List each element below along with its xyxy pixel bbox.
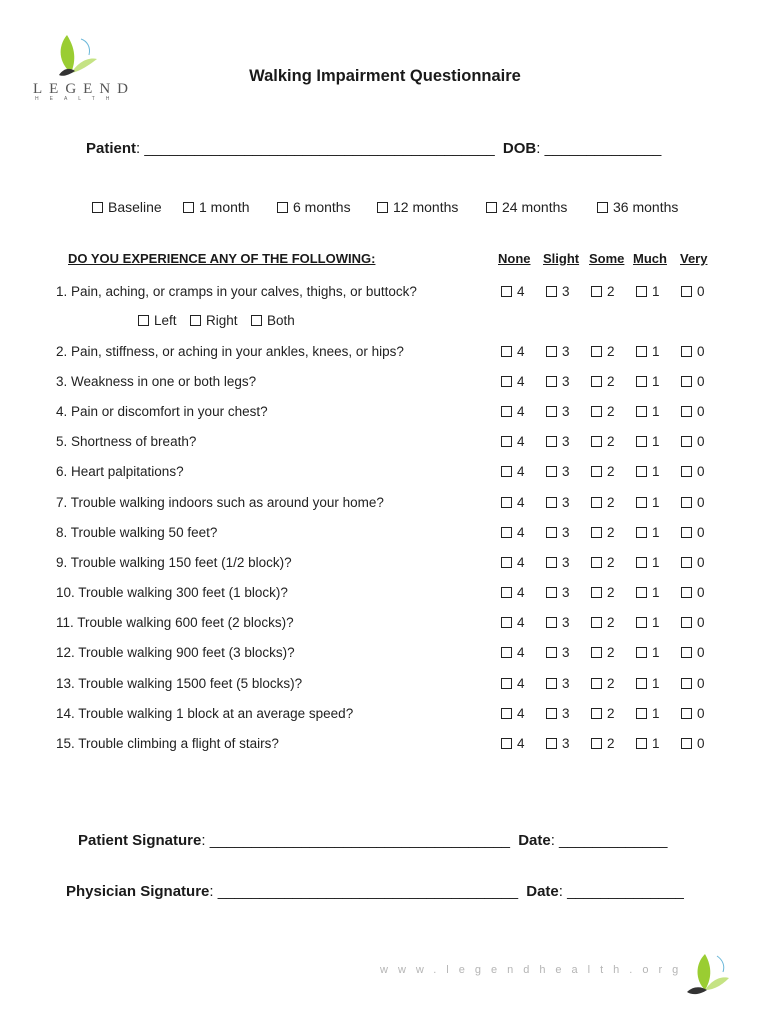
- rating-value: 4: [517, 374, 525, 389]
- question-text: 14. Trouble walking 1 block at an average speed?: [56, 706, 354, 721]
- checkbox[interactable]: [501, 436, 512, 447]
- checkbox[interactable]: [138, 315, 149, 326]
- rating-value: 4: [517, 434, 525, 449]
- rating-value: 2: [607, 284, 615, 299]
- checkbox[interactable]: [591, 497, 602, 508]
- rating-value: 2: [607, 464, 615, 479]
- checkbox[interactable]: [681, 738, 692, 749]
- physician-signature-row[interactable]: [66, 883, 684, 900]
- rating-option-some[interactable]: [591, 404, 615, 419]
- section-heading: DO YOU EXPERIENCE ANY OF THE FOLLOWING:: [68, 251, 376, 266]
- checkbox[interactable]: [251, 315, 262, 326]
- rating-value: 2: [607, 525, 615, 540]
- checkbox[interactable]: [591, 708, 602, 719]
- checkbox[interactable]: [636, 376, 647, 387]
- checkbox[interactable]: [183, 202, 194, 213]
- checkbox[interactable]: [681, 466, 692, 477]
- checkbox[interactable]: [546, 617, 557, 628]
- rating-value: 2: [607, 645, 615, 660]
- checkbox[interactable]: [591, 346, 602, 357]
- checkbox[interactable]: [501, 587, 512, 598]
- rating-option-much[interactable]: [636, 495, 660, 510]
- rating-value: 2: [607, 615, 615, 630]
- rating-option-slight[interactable]: [546, 676, 570, 691]
- rating-option-some[interactable]: [591, 585, 615, 600]
- rating-value: 4: [517, 736, 525, 751]
- rating-option-much[interactable]: [636, 525, 660, 540]
- rating-value: 1: [652, 434, 660, 449]
- rating-value: 3: [562, 585, 570, 600]
- rating-option-much[interactable]: [636, 706, 660, 721]
- followup-36-months[interactable]: 36 months: [597, 199, 678, 215]
- checkbox[interactable]: [681, 678, 692, 689]
- rating-value: 3: [562, 525, 570, 540]
- scale-header-very: Very: [680, 251, 708, 266]
- rating-option-very[interactable]: [681, 525, 705, 540]
- rating-value: 0: [697, 344, 705, 359]
- rating-option-some[interactable]: [591, 736, 615, 751]
- physician-date-blank[interactable]: : ______________: [558, 883, 684, 900]
- rating-option-much[interactable]: [636, 284, 660, 299]
- rating-value: 1: [652, 555, 660, 570]
- rating-option-very[interactable]: [681, 706, 705, 721]
- checkbox[interactable]: [486, 202, 497, 213]
- rating-value: 4: [517, 706, 525, 721]
- checkbox[interactable]: [636, 527, 647, 538]
- dob-label: DOB: [502, 140, 537, 157]
- checkbox[interactable]: [591, 738, 602, 749]
- rating-value: 0: [697, 615, 705, 630]
- rating-option-some[interactable]: [591, 706, 615, 721]
- rating-option-some[interactable]: [591, 374, 615, 389]
- rating-option-very[interactable]: [681, 555, 705, 570]
- rating-option-very[interactable]: [681, 464, 705, 479]
- rating-option-none[interactable]: [501, 464, 525, 479]
- rating-option-very[interactable]: [681, 495, 705, 510]
- checkbox[interactable]: [636, 678, 647, 689]
- rating-value: 3: [562, 706, 570, 721]
- page-title: Walking Impairment Questionnaire: [249, 67, 521, 85]
- rating-option-much[interactable]: [636, 404, 660, 419]
- patient-blank[interactable]: : __________________________________________: [136, 140, 495, 157]
- rating-option-much[interactable]: [636, 615, 660, 630]
- rating-value: 1: [652, 525, 660, 540]
- rating-value: 0: [697, 525, 705, 540]
- rating-option-none[interactable]: [501, 434, 525, 449]
- rating-value: 4: [517, 284, 525, 299]
- rating-option-some[interactable]: [591, 645, 615, 660]
- question-text: 1. Pain, aching, or cramps in your calves, thighs, or buttock?: [56, 284, 417, 299]
- checkbox[interactable]: [591, 406, 602, 417]
- checkbox[interactable]: [190, 315, 201, 326]
- rating-option-much[interactable]: [636, 645, 660, 660]
- rating-option-much[interactable]: [636, 676, 660, 691]
- rating-value: 1: [652, 464, 660, 479]
- checkbox[interactable]: [591, 527, 602, 538]
- side-option-right[interactable]: Right: [190, 313, 238, 328]
- rating-value: 0: [697, 706, 705, 721]
- patient-signature-row[interactable]: [78, 832, 668, 849]
- checkbox[interactable]: [681, 617, 692, 628]
- question-text: 10. Trouble walking 300 feet (1 block)?: [56, 585, 288, 600]
- checkbox[interactable]: [681, 647, 692, 658]
- rating-option-none[interactable]: [501, 284, 525, 299]
- rating-value: 2: [607, 585, 615, 600]
- rating-option-very[interactable]: [681, 344, 705, 359]
- rating-value: 2: [607, 706, 615, 721]
- checkbox[interactable]: [546, 738, 557, 749]
- checkbox[interactable]: [546, 286, 557, 297]
- rating-option-none[interactable]: [501, 585, 525, 600]
- rating-value: 0: [697, 464, 705, 479]
- rating-option-slight[interactable]: [546, 585, 570, 600]
- checkbox[interactable]: [636, 286, 647, 297]
- rating-option-some[interactable]: [591, 344, 615, 359]
- rating-option-slight[interactable]: [546, 284, 570, 299]
- followup-12-months[interactable]: 12 months: [377, 199, 458, 215]
- checkbox[interactable]: [636, 587, 647, 598]
- followup-baseline[interactable]: Baseline: [92, 199, 162, 215]
- rating-value: 4: [517, 676, 525, 691]
- rating-option-none[interactable]: [501, 706, 525, 721]
- rating-value: 0: [697, 585, 705, 600]
- rating-option-very[interactable]: [681, 284, 705, 299]
- checkbox[interactable]: [501, 527, 512, 538]
- followup-6-months[interactable]: 6 months: [277, 199, 351, 215]
- checkbox[interactable]: [501, 647, 512, 658]
- rating-option-none[interactable]: [501, 676, 525, 691]
- rating-value: 4: [517, 585, 525, 600]
- checkbox[interactable]: [501, 617, 512, 628]
- checkbox[interactable]: [501, 286, 512, 297]
- logo-subword: HEALTH: [35, 96, 121, 102]
- logo-wordmark: LEGEND: [33, 81, 135, 97]
- rating-option-none[interactable]: [501, 344, 525, 359]
- rating-value: 1: [652, 615, 660, 630]
- checkbox[interactable]: [681, 708, 692, 719]
- checkbox[interactable]: [597, 202, 608, 213]
- scale-header-none: None: [498, 251, 531, 266]
- rating-value: 0: [697, 284, 705, 299]
- rating-option-some[interactable]: [591, 495, 615, 510]
- rating-value: 3: [562, 676, 570, 691]
- checkbox[interactable]: [501, 557, 512, 568]
- rating-value: 4: [517, 645, 525, 660]
- rating-option-none[interactable]: [501, 525, 525, 540]
- rating-option-none[interactable]: [501, 615, 525, 630]
- rating-option-slight[interactable]: [546, 645, 570, 660]
- checkbox[interactable]: [501, 376, 512, 387]
- rating-option-much[interactable]: [636, 585, 660, 600]
- rating-value: 0: [697, 374, 705, 389]
- checkbox[interactable]: [681, 436, 692, 447]
- checkbox[interactable]: [546, 406, 557, 417]
- checkbox[interactable]: [636, 466, 647, 477]
- rating-option-very[interactable]: [681, 374, 705, 389]
- question-text: 6. Heart palpitations?: [56, 464, 184, 479]
- checkbox[interactable]: [636, 346, 647, 357]
- rating-value: 2: [607, 374, 615, 389]
- rating-value: 2: [607, 434, 615, 449]
- checkbox[interactable]: [501, 708, 512, 719]
- rating-option-some[interactable]: [591, 434, 615, 449]
- rating-option-slight[interactable]: [546, 344, 570, 359]
- checkbox[interactable]: [546, 376, 557, 387]
- rating-option-slight[interactable]: [546, 464, 570, 479]
- checkbox[interactable]: [591, 647, 602, 658]
- checkbox[interactable]: [546, 678, 557, 689]
- rating-option-slight[interactable]: [546, 706, 570, 721]
- checkbox[interactable]: [636, 647, 647, 658]
- rating-value: 3: [562, 736, 570, 751]
- question-text: 15. Trouble climbing a flight of stairs?: [56, 736, 279, 751]
- rating-value: 4: [517, 555, 525, 570]
- rating-value: 0: [697, 676, 705, 691]
- checkbox[interactable]: [546, 587, 557, 598]
- rating-value: 4: [517, 404, 525, 419]
- checkbox[interactable]: [591, 286, 602, 297]
- rating-option-none[interactable]: [501, 404, 525, 419]
- rating-value: 1: [652, 676, 660, 691]
- question-text: 13. Trouble walking 1500 feet (5 blocks)?: [56, 676, 303, 691]
- rating-option-much[interactable]: [636, 344, 660, 359]
- patient-signature-blank[interactable]: : ____________________________________: [201, 832, 511, 849]
- footer-leaf-icon: [683, 948, 733, 998]
- rating-option-slight[interactable]: [546, 495, 570, 510]
- rating-option-none[interactable]: [501, 555, 525, 570]
- checkbox[interactable]: [591, 617, 602, 628]
- followup-24-months[interactable]: 24 months: [486, 199, 567, 215]
- checkbox[interactable]: [591, 557, 602, 568]
- dob-blank[interactable]: : ______________: [536, 140, 662, 157]
- rating-option-very[interactable]: [681, 645, 705, 660]
- rating-option-none[interactable]: [501, 495, 525, 510]
- question-text: 11. Trouble walking 600 feet (2 blocks)?: [56, 615, 294, 630]
- rating-value: 2: [607, 676, 615, 691]
- checkbox[interactable]: [636, 557, 647, 568]
- checkbox[interactable]: [681, 346, 692, 357]
- physician-signature-label: Physician Signature: [66, 883, 210, 900]
- checkbox[interactable]: [277, 202, 288, 213]
- rating-value: 1: [652, 404, 660, 419]
- rating-option-very[interactable]: [681, 736, 705, 751]
- question-text: 4. Pain or discomfort in your chest?: [56, 404, 268, 419]
- rating-option-some[interactable]: [591, 464, 615, 479]
- checkbox[interactable]: [501, 497, 512, 508]
- checkbox[interactable]: [501, 678, 512, 689]
- rating-option-some[interactable]: [591, 284, 615, 299]
- rating-option-slight[interactable]: [546, 615, 570, 630]
- checkbox[interactable]: [546, 436, 557, 447]
- side-option-both[interactable]: Both: [251, 313, 295, 328]
- rating-value: 1: [652, 495, 660, 510]
- rating-value: 1: [652, 645, 660, 660]
- rating-value: 0: [697, 495, 705, 510]
- rating-value: 4: [517, 495, 525, 510]
- rating-option-slight[interactable]: [546, 434, 570, 449]
- rating-option-very[interactable]: [681, 585, 705, 600]
- rating-value: 0: [697, 555, 705, 570]
- checkbox[interactable]: [681, 497, 692, 508]
- checkbox[interactable]: [591, 376, 602, 387]
- rating-value: 3: [562, 495, 570, 510]
- checkbox[interactable]: [636, 497, 647, 508]
- rating-option-much[interactable]: [636, 374, 660, 389]
- question-text: 12. Trouble walking 900 feet (3 blocks)?: [56, 645, 295, 660]
- checkbox[interactable]: [681, 527, 692, 538]
- rating-value: 4: [517, 464, 525, 479]
- rating-value: 3: [562, 645, 570, 660]
- checkbox[interactable]: [501, 466, 512, 477]
- checkbox[interactable]: [681, 376, 692, 387]
- rating-option-slight[interactable]: [546, 736, 570, 751]
- checkbox[interactable]: [501, 738, 512, 749]
- rating-value: 3: [562, 434, 570, 449]
- rating-option-slight[interactable]: [546, 525, 570, 540]
- rating-option-some[interactable]: [591, 555, 615, 570]
- patient-date-blank[interactable]: : _____________: [550, 832, 668, 849]
- checkbox[interactable]: [546, 647, 557, 658]
- rating-value: 0: [697, 404, 705, 419]
- checkbox[interactable]: [546, 557, 557, 568]
- question-text: 3. Weakness in one or both legs?: [56, 374, 257, 389]
- side-option-left[interactable]: Left: [138, 313, 177, 328]
- question-text: 9. Trouble walking 150 feet (1/2 block)?: [56, 555, 292, 570]
- scale-header-some: Some: [589, 251, 625, 266]
- scale-header-much: Much: [633, 251, 667, 266]
- rating-option-much[interactable]: [636, 464, 660, 479]
- rating-option-slight[interactable]: [546, 374, 570, 389]
- rating-value: 0: [697, 645, 705, 660]
- rating-value: 4: [517, 525, 525, 540]
- rating-value: 3: [562, 615, 570, 630]
- patient-field-row[interactable]: [86, 140, 661, 157]
- checkbox[interactable]: [681, 557, 692, 568]
- rating-option-some[interactable]: [591, 676, 615, 691]
- patient-date-label: Date: [518, 832, 551, 849]
- checkbox[interactable]: [591, 436, 602, 447]
- rating-option-very[interactable]: [681, 615, 705, 630]
- rating-value: 3: [562, 374, 570, 389]
- rating-option-much[interactable]: [636, 434, 660, 449]
- checkbox[interactable]: [681, 587, 692, 598]
- scale-header-slight: Slight: [543, 251, 580, 266]
- rating-option-very[interactable]: [681, 676, 705, 691]
- rating-value: 3: [562, 555, 570, 570]
- rating-value: 4: [517, 615, 525, 630]
- rating-value: 1: [652, 736, 660, 751]
- checkbox[interactable]: [636, 436, 647, 447]
- checkbox[interactable]: [591, 466, 602, 477]
- rating-option-some[interactable]: [591, 615, 615, 630]
- checkbox[interactable]: [501, 346, 512, 357]
- checkbox[interactable]: [501, 406, 512, 417]
- question-text: 2. Pain, stiffness, or aching in your ankles, knees, or hips?: [56, 344, 404, 359]
- rating-value: 3: [562, 344, 570, 359]
- checkbox[interactable]: [636, 738, 647, 749]
- rating-option-some[interactable]: [591, 525, 615, 540]
- checkbox[interactable]: [681, 286, 692, 297]
- checkbox[interactable]: [92, 202, 103, 213]
- rating-value: 0: [697, 434, 705, 449]
- checkbox[interactable]: [546, 708, 557, 719]
- rating-value: 1: [652, 374, 660, 389]
- physician-date-label: Date: [526, 883, 559, 900]
- rating-option-slight[interactable]: [546, 555, 570, 570]
- checkbox[interactable]: [681, 406, 692, 417]
- checkbox[interactable]: [591, 587, 602, 598]
- question-text: 8. Trouble walking 50 feet?: [56, 525, 218, 540]
- rating-value: 3: [562, 464, 570, 479]
- rating-option-very[interactable]: [681, 404, 705, 419]
- checkbox[interactable]: [546, 346, 557, 357]
- question-text: 5. Shortness of breath?: [56, 434, 197, 449]
- followup-1-month[interactable]: 1 month: [183, 199, 250, 215]
- rating-option-none[interactable]: [501, 736, 525, 751]
- rating-value: 2: [607, 495, 615, 510]
- rating-option-much[interactable]: [636, 736, 660, 751]
- rating-value: 1: [652, 585, 660, 600]
- checkbox[interactable]: [546, 466, 557, 477]
- rating-option-none[interactable]: [501, 374, 525, 389]
- rating-value: 3: [562, 404, 570, 419]
- rating-value: 0: [697, 736, 705, 751]
- rating-value: 1: [652, 284, 660, 299]
- rating-value: 2: [607, 555, 615, 570]
- rating-option-much[interactable]: [636, 555, 660, 570]
- rating-option-slight[interactable]: [546, 404, 570, 419]
- rating-value: 1: [652, 344, 660, 359]
- checkbox[interactable]: [546, 497, 557, 508]
- patient-label: Patient: [86, 140, 137, 157]
- checkbox[interactable]: [636, 406, 647, 417]
- checkbox[interactable]: [591, 678, 602, 689]
- rating-value: 4: [517, 344, 525, 359]
- checkbox[interactable]: [636, 708, 647, 719]
- rating-option-none[interactable]: [501, 645, 525, 660]
- rating-value: 1: [652, 706, 660, 721]
- rating-value: 2: [607, 344, 615, 359]
- rating-value: 3: [562, 284, 570, 299]
- rating-value: 2: [607, 404, 615, 419]
- footer-url: www.legendhealth.org: [380, 964, 689, 976]
- patient-signature-label: Patient Signature: [78, 832, 202, 849]
- checkbox[interactable]: [377, 202, 388, 213]
- question-text: 7. Trouble walking indoors such as around your home?: [56, 495, 384, 510]
- checkbox[interactable]: [546, 527, 557, 538]
- rating-value: 2: [607, 736, 615, 751]
- physician-signature-blank[interactable]: : ____________________________________: [209, 883, 519, 900]
- rating-option-very[interactable]: [681, 434, 705, 449]
- checkbox[interactable]: [636, 617, 647, 628]
